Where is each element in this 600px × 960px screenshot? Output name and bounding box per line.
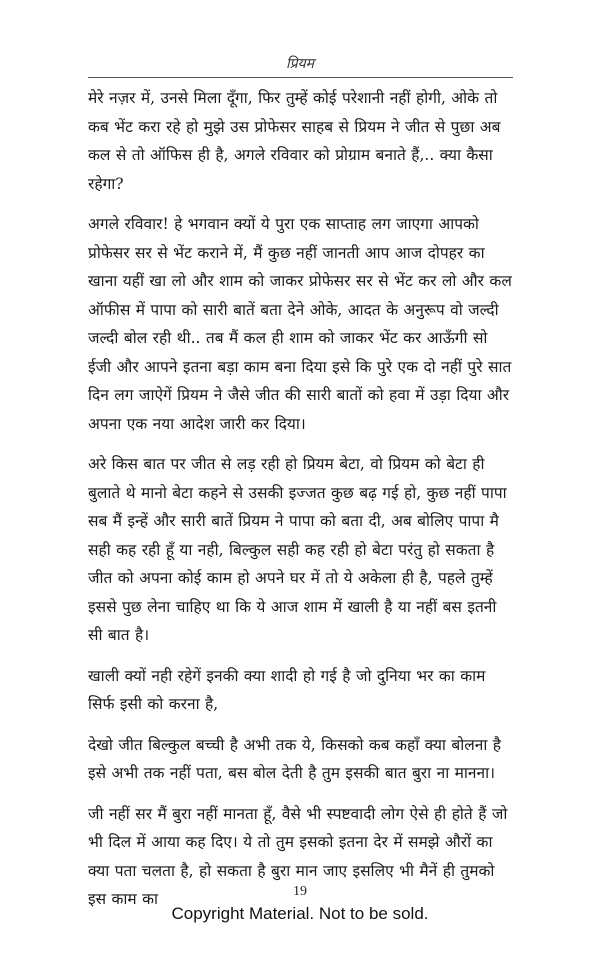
paragraph-5: देखो जीत बिल्कुल बच्ची है अभी तक ये, किसको कब कहाँ क्या बोलना है इसे अभी तक नहीं पता, बस बोल देती है तुम इसकी बात बुरा ना मानना। — [88, 735, 502, 782]
body-text — [88, 84, 513, 926]
header-divider — [88, 77, 513, 78]
running-header: प्रियम — [285, 56, 315, 72]
paragraph-6: जी नहीं सर मैं बुरा नहीं मानता हूँ, वैसे भी स्पष्टवादी लोग ऐसे ही होते हैं जो भी दिल में आया कह दिए। ये तो तुम इसको इतना देर में समझे औरों का क्या पता चलता है, हो सकता है बुरा मान जाए इसलिए भी मैनें ही तुमको इस काम का — [88, 804, 508, 908]
page-number: 19 — [293, 884, 307, 899]
copyright-notice: Copyright Material. Not to be sold. — [171, 904, 429, 923]
paragraph-2: अगले रविवार! हे भगवान क्यों ये पुरा एक साप्ताह लग जाएगा आपको प्रोफेसर सर से भेंट कराने में, मैं कुछ नहीं जानती आप आज दोपहर का खाना यहीं खा लो और शाम को जाकर प्रोफेसर सर से भेंट कर लो और कल ऑफीस में पापा को सारी बातें बता देने ओके, आदत के अनुरूप वो जल्दी जल्दी बोल रही थी.. तब मैं कल ही शाम को जाकर भेंट कर आऊँगी सो ईजी और आपने इतना बड़ा काम बना दिया इसे कि पुरे एक दो नहीं पुरे सात दिन लग जाऐगें प्रियम ने जैसे जीत की सारी बातों को हवा में उड़ा दिया और अपना एक नया आदेश जारी कर दिया। — [88, 215, 512, 433]
paragraph-1: मेरे नज़र में, उनसे मिला दूँगा, फिर तुम्हें कोई परेशानी नहीं होगी, ओके तो कब भेंट करा रहे हो मुझे उस प्रोफेसर साहब से प्रियम ने जीत से पुछा अब कल से तो ऑफिस ही है, अगले रविवार को प्रोग्राम बनाते हैं,.. क्या कैसा रहेगा? — [88, 89, 501, 193]
paragraph-3: अरे किस बात पर जीत से लड़ रही हो प्रियम बेटा, वो प्रियम को बेटा ही बुलाते थे मानो बेटा कहने से उसकी इज्जत कुछ बढ़ गई हो, कुछ नहीं पापा सब मैं इन्हें और सारी बातें प्रियम ने पापा को बता दी, अब बोलिए पापा मै सही कह रही हूँ या नही, बिल्कुल सही कह रही हो बेटा परंतु हो सकता है जीत को अपना कोई काम हो अपने घर में तो ये अकेला ही है, पहले तुम्हें इससे पुछ लेना चाहिए था कि ये आज शाम में खाली है या नहीं बस इतनी सी बात है। — [88, 455, 507, 644]
paragraph-4: खाली क्यों नही रहेगें इनकी क्या शादी हो गई है जो दुनिया भर का काम सिर्फ इसी को करना है, — [88, 666, 486, 713]
